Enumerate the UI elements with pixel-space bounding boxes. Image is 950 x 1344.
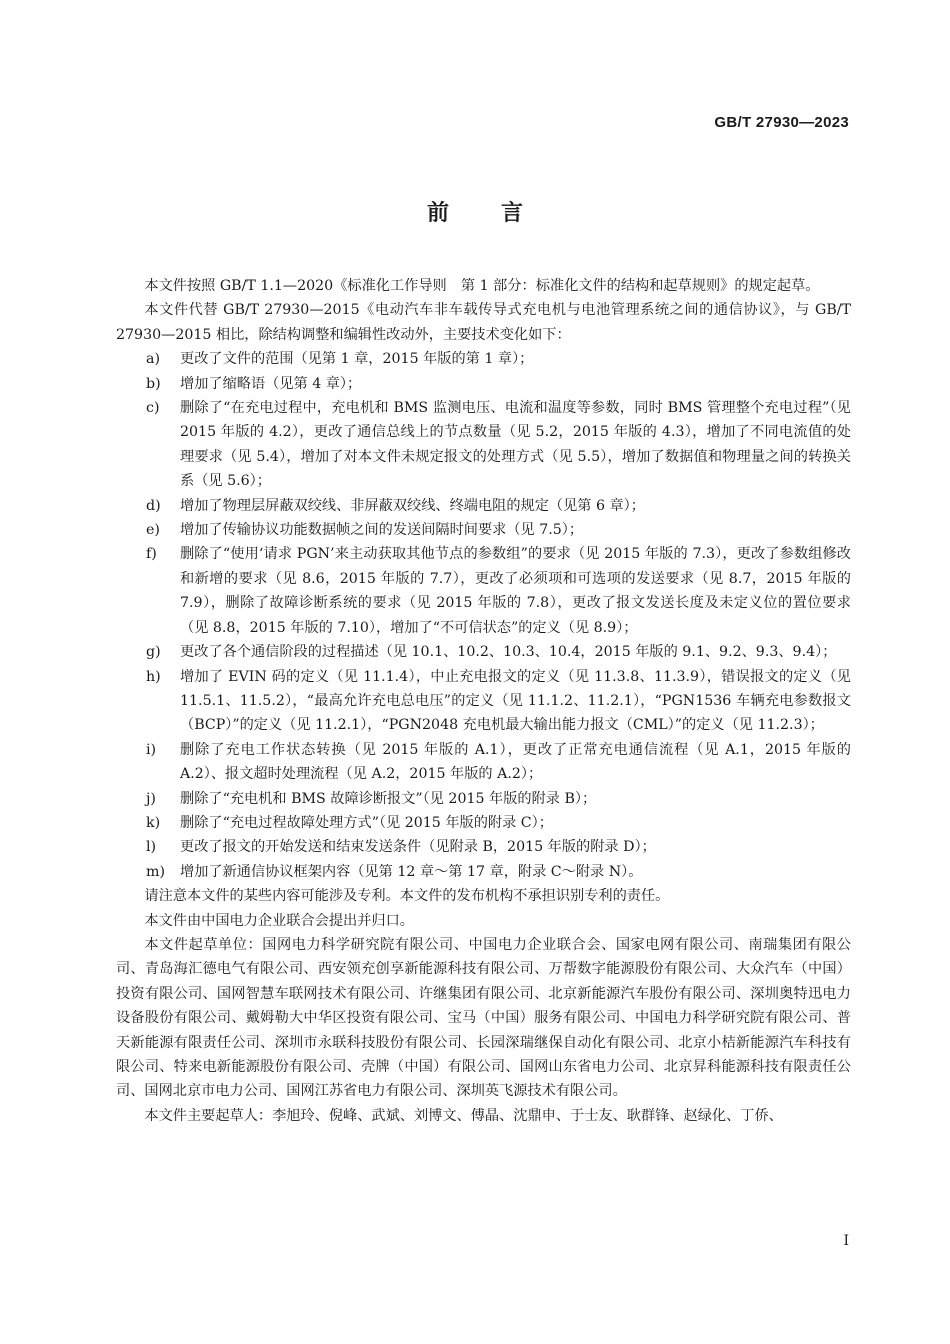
change-item-d xyxy=(116,494,851,518)
change-item-c xyxy=(116,396,851,494)
list-marker: f) xyxy=(146,546,157,563)
intro-paragraph: 本文件按照 GB/T 1.1—2020《标准化工作导则 第 1 部分：标准化文件的结构和起草规则》的规定起草。 xyxy=(144,278,820,294)
list-marker: g) xyxy=(146,644,161,661)
patent-notice: 请注意本文件的某些内容可能涉及专利。本文件的发布机构不承担识别专利的责任。 xyxy=(144,888,670,905)
change-item-h xyxy=(116,665,851,738)
list-item-text: 删除了“使用‘请求 PGN’来主动获取其他节点的参数组”的要求（见 2015 年版的 7.3），更改了参数组修改和新增的要求（见 8.6，2015 年版的 7.7），更改了必须项和可选项的发送要求（见 8.7，2015 年版的 7.9），删除了故障诊断系统的要求（见 2015 年版的 7.8），更改了报文发送长度及未定义位的置位要求（见 8.8，2015 年版的 7.10），增加了“不可信状态”的定义（见 8.9）； xyxy=(180,546,851,636)
page-title: 前言 xyxy=(426,201,575,226)
list-item-text: 删除了“充电过程故障处理方式”（见 2015 年版的附录 C）； xyxy=(180,814,553,831)
change-item-b xyxy=(116,372,851,396)
change-item-f xyxy=(116,542,851,640)
change-item-i xyxy=(116,738,851,787)
list-marker: l) xyxy=(146,839,157,856)
list-marker: m) xyxy=(146,863,165,880)
list-item-text: 增加了缩略语（见第 4 章）； xyxy=(180,375,362,392)
change-item-j xyxy=(116,787,851,811)
change-item-m xyxy=(116,860,851,884)
list-item-text: 更改了文件的范围（见第 1 章，2015 年版的第 1 章）； xyxy=(180,351,534,368)
list-item-text: 删除了“充电机和 BMS 故障诊断报文”（见 2015 年版的附录 B）； xyxy=(180,790,597,807)
list-marker: e) xyxy=(146,522,160,539)
change-item-g xyxy=(116,640,851,664)
list-marker: k) xyxy=(146,814,161,831)
drafters: 本文件主要起草人：李旭玲、倪峰、武斌、刘博文、傅晶、沈鼎申、于士友、耿群锋、赵绿化、丁侨、 xyxy=(144,1107,783,1124)
list-marker: a) xyxy=(146,351,160,368)
replacement-paragraph: 本文件代替 GB/T 27930—2015《电动汽车非车载传导式充电机与电池管理系统之间的通信协议》，与 GB/T 27930—2015 相比，除结构调整和编辑性改动外，主要技术变化如下： xyxy=(116,302,851,343)
list-item-text: 增加了物理层屏蔽双绞线、非屏蔽双绞线、终端电阻的规定（见第 6 章）； xyxy=(180,497,645,514)
change-item-k xyxy=(116,811,851,835)
list-marker: i) xyxy=(146,741,157,758)
list-marker: j) xyxy=(146,790,156,807)
standard-number: GB/T 27930—2023 xyxy=(714,114,849,131)
list-marker: h) xyxy=(146,668,161,685)
list-item-text: 增加了 EVIN 码的定义（见 11.1.4），中止充电报文的定义（见 11.3.8、11.3.9），错误报文的定义（见 11.5.1、11.5.2），“最高允许充电总电压”的定义（见 11.1.2、11.2.1），“PGN1536 车辆充电参数报文（BCP）”的定义（见 11.2.1），“PGN2048 充电机最大输出能力报文（CML）”的定义（见 11.2.3）； xyxy=(180,668,851,734)
change-item-l xyxy=(116,835,851,859)
list-item-text: 增加了新通信协议框架内容（见第 12 章～第 17 章，附录 C～附录 N）。 xyxy=(180,863,643,880)
preface-body xyxy=(116,274,851,1128)
page-number: I xyxy=(843,1233,849,1249)
list-item-text: 删除了充电工作状态转换（见 2015 年版的 A.1），更改了正常充电通信流程（见 A.1，2015 年版的 A.2）、报文超时处理流程（见 A.2，2015 年版的 A.2）； xyxy=(180,741,851,783)
list-marker: b) xyxy=(146,375,161,392)
list-marker: c) xyxy=(146,400,160,417)
proposer-statement: 本文件由中国电力企业联合会提出并归口。 xyxy=(144,912,414,929)
list-item-text: 更改了各个通信阶段的过程描述（见 10.1、10.2、10.3、10.4，2015 年版的 9.1、9.2、9.3、9.4）； xyxy=(180,644,837,661)
change-item-e xyxy=(116,518,851,542)
list-item-text: 更改了报文的开始发送和结束发送条件（见附录 B，2015 年版的附录 D）； xyxy=(180,839,656,856)
list-item-text: 删除了“在充电过程中，充电机和 BMS 监测电压、电流和温度等参数，同时 BMS 管理整个充电过程”（见 2015 年版的 4.2），更改了通信总线上的节点数量（见 5.2，2015 年版的 4.3），增加了不同电流值的处理要求（见 5.4），增加了对本文件未规定报文的处理方式（见 5.5），增加了数据值和物理量之间的转换关系（见 5.6）； xyxy=(180,400,851,490)
list-marker: d) xyxy=(146,497,161,514)
change-item-a xyxy=(116,347,851,371)
list-item-text: 增加了传输协议功能数据帧之间的发送间隔时间要求（见 7.5）； xyxy=(180,522,584,539)
drafting-units: 本文件起草单位：国网电力科学研究院有限公司、中国电力企业联合会、国家电网有限公司、南瑞集团有限公司、青岛海汇德电气有限公司、西安领充创享新能源科技有限公司、万帮数字能源股份有限公司、大众汽车（中国）投资有限公司、国网智慧车联网技术有限公司、许继集团有限公司、北京新能源汽车股份有限公司、深圳奥特迅电力设备股份有限公司、戴姆勒大中华区投资有限公司、宝马（中国）服务有限公司、中国电力科学研究院有限公司、普天新能源有限责任公司、深圳市永联科技股份有限公司、长园深瑞继保自动化有限公司、北京小桔新能源汽车科技有限公司、特来电新能源股份有限公司、壳牌（中国）有限公司、国网山东省电力公司、北京昇科能源科技有限责任公司、国网北京市电力公司、国网江苏省电力有限公司、深圳英飞源技术有限公司。 xyxy=(116,936,851,1100)
